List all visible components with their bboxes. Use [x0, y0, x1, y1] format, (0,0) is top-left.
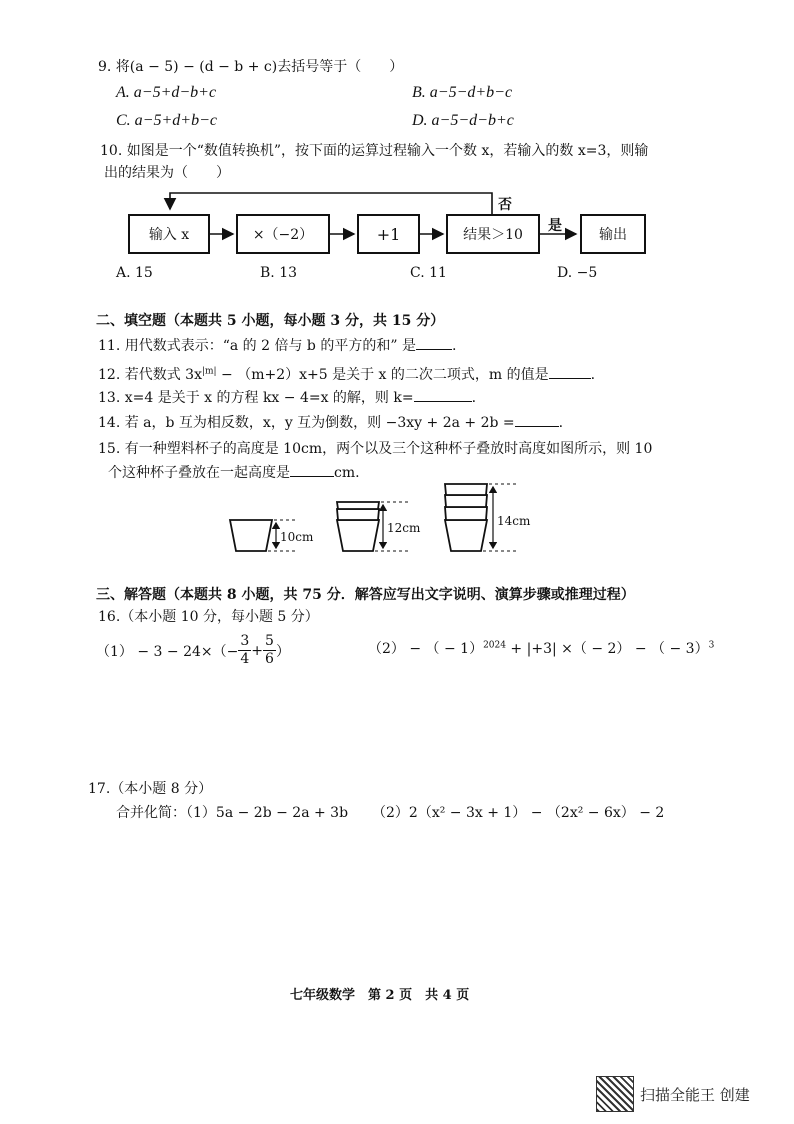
flow-multiply-box: ×（−2）: [236, 214, 330, 254]
cup-label-2: 12cm: [387, 521, 421, 535]
flow-input-box: 输入 x: [128, 214, 210, 254]
q16-p1-pre: （1） − 3 − 24×（−: [96, 643, 239, 660]
q9-option-c: C. a−5+d+b−c: [116, 112, 217, 129]
q9-option-b: B. a−5−d+b−c: [412, 84, 513, 101]
arrow-loop-back: [170, 193, 492, 214]
q9-option-d: D. a−5−d−b+c: [412, 112, 514, 129]
q11-end: .: [451, 338, 457, 354]
q12: [98, 364, 595, 384]
cup: [445, 520, 487, 551]
q10-option-b: B. 13: [260, 265, 298, 281]
q15-text: 个这种杯子叠放在一起高度是: [108, 465, 290, 481]
q16-p1-post: ）: [275, 643, 290, 660]
scanner-watermark: 扫描全能王 创建: [640, 1086, 750, 1104]
q17-title: 17.（本小题 8 分）: [88, 781, 213, 797]
q12-text-pre: 12. 若代数式 3x: [98, 367, 202, 383]
section2-title: 二、填空题（本题共 5 小题，每小题 3 分，共 15 分）: [96, 313, 445, 329]
flow-no-label: 否: [498, 197, 512, 213]
q16-p2-exponent: 2024: [483, 640, 506, 651]
q14-answer-blank[interactable]: [515, 412, 559, 427]
cup: [230, 520, 272, 551]
q16-p2-mid: + |+3| ×（ − 2） − （ − 3）: [505, 641, 709, 657]
cup-rim: [445, 484, 487, 495]
q12-end: .: [590, 367, 596, 383]
q17-part1: 合并化简：（1）5a − 2b − 2a + 3b: [116, 805, 349, 821]
flow-add-box: +1: [357, 214, 420, 254]
q16-p1-plus: +: [251, 642, 264, 659]
cup-rim: [337, 502, 379, 509]
q14: [98, 412, 563, 432]
q10-option-a: A. 15: [116, 265, 153, 281]
q9-stem: 9. 将(a − 5) − (d − b + c)去括号等于（ ）: [98, 59, 404, 75]
q11: [98, 335, 456, 355]
q16-fraction-1: [238, 633, 251, 668]
cup-label-3: 14cm: [497, 514, 531, 528]
cup: [337, 520, 379, 551]
q11-text: 11. 用代数式表示：“a 的 2 倍与 b 的平方的和” 是: [98, 338, 416, 354]
q13-end: .: [471, 390, 477, 406]
q10-stem-line2: 出的结果为（ ）: [104, 165, 230, 181]
q12-answer-blank[interactable]: [549, 364, 591, 379]
q11-answer-blank[interactable]: [416, 335, 452, 350]
q17-part2: （2）2（x² − 3x + 1） − （2x² − 6x） − 2: [372, 805, 665, 821]
flow-yes-label: 是: [548, 218, 562, 234]
cup-rim: [445, 507, 487, 520]
q16-title: 16.（本小题 10 分，每小题 5 分）: [98, 609, 319, 625]
fraction-denominator: 4: [240, 651, 250, 667]
q16-part1: [96, 633, 290, 668]
q15-unit: cm.: [334, 465, 360, 481]
q10-stem-line1: 10. 如图是一个“数值转换机”，按下面的运算过程输入一个数 x，若输入的数 x=3，则输: [100, 143, 649, 159]
cup-label-1: 10cm: [280, 530, 314, 544]
q12-text-mid: − （m+2）x+5 是关于 x 的二次二项式，m 的值是: [216, 367, 549, 383]
cup-figure-drawing: [0, 470, 794, 570]
q9-option-a: A. a−5+d−b+c: [116, 84, 217, 101]
flow-output-box: 输出: [580, 214, 646, 254]
fraction-denominator: 6: [265, 651, 274, 667]
qr-code-icon: [596, 1076, 634, 1112]
cup-rim: [337, 509, 379, 520]
q12-exponent: |m|: [201, 366, 217, 377]
q13-answer-blank[interactable]: [414, 387, 472, 402]
q13-text: 13. x=4 是关于 x 的方程 kx − 4=x 的解，则 k=: [98, 390, 414, 406]
page-footer: 七年级数学 第 2 页 共 4 页: [290, 988, 470, 1003]
section3-title: 三、解答题（本题共 8 小题，共 75 分．解答应写出文字说明、演算步骤或推理过程）: [96, 587, 635, 603]
flowchart-arrows: [0, 0, 794, 300]
fraction-numerator: 5: [265, 633, 274, 649]
q13: [98, 387, 476, 407]
fraction-numerator: 3: [240, 633, 250, 649]
q14-text: 14. 若 a，b 互为相反数，x，y 互为倒数，则 −3xy + 2a + 2b =: [98, 415, 515, 431]
q16-fraction-2: [263, 633, 276, 668]
flow-check-box: 结果＞10: [446, 214, 540, 254]
q15-line1: 15. 有一种塑料杯子的高度是 10cm，两个以及三个这种杯子叠放时高度如图所示，则 10: [98, 441, 653, 457]
q16-p2-pre: （2） − （ − 1）: [368, 641, 484, 657]
cup-rim: [445, 495, 487, 507]
q10-option-c: C. 11: [410, 265, 447, 281]
q16-p2-exponent-2: 3: [708, 640, 715, 651]
q10-option-d: D. −5: [557, 265, 598, 281]
q16-part2: [368, 638, 714, 658]
q14-end: .: [558, 415, 564, 431]
